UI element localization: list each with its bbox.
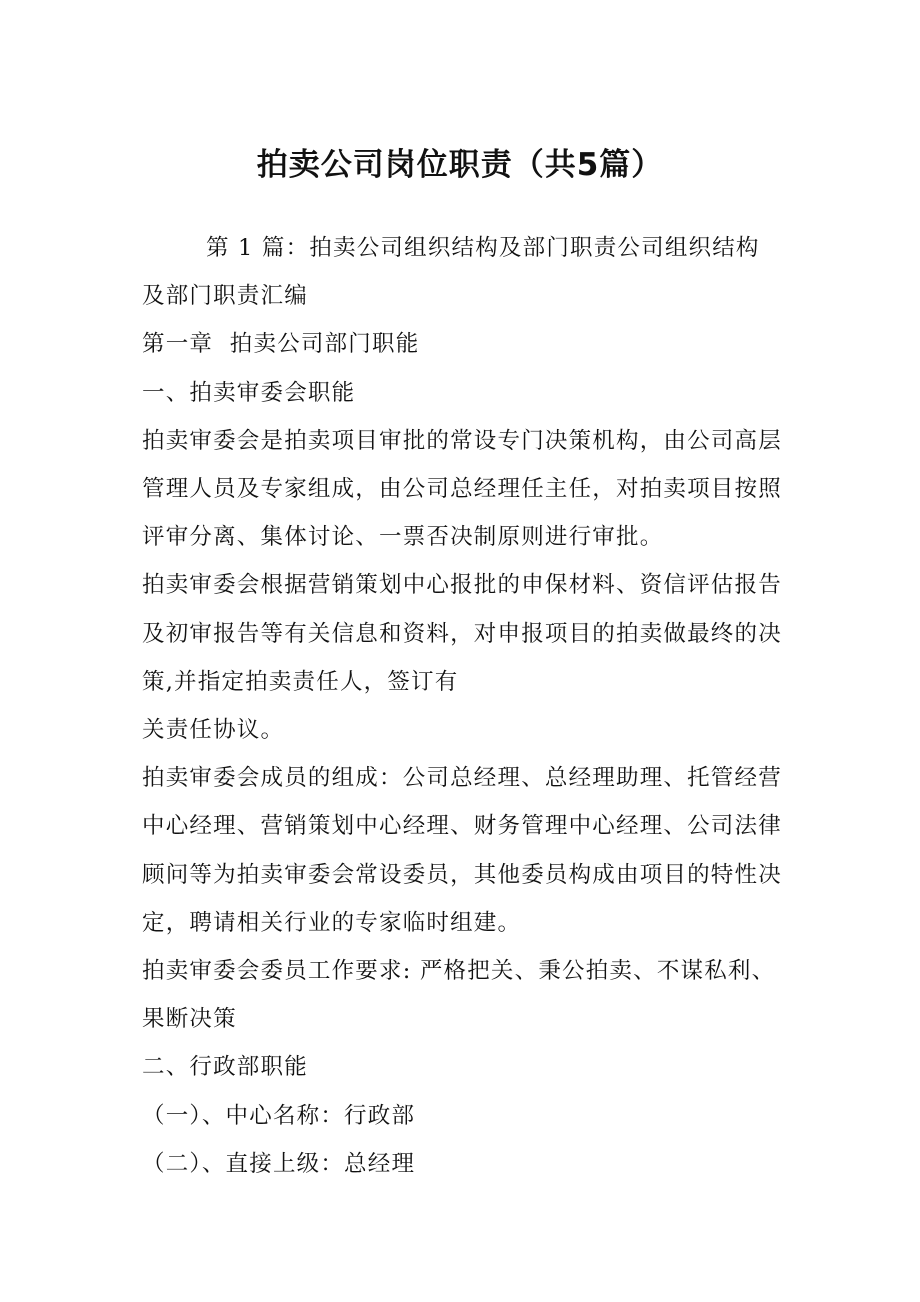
section-heading: 二、行政部职能 bbox=[142, 1054, 308, 1081]
section-heading: 一、拍卖审委会职能 bbox=[142, 379, 356, 406]
document-body bbox=[142, 224, 782, 1188]
chapter-title: 第一章 拍卖公司部门职能 bbox=[142, 331, 420, 358]
body-paragraph: 关责任协议。 bbox=[142, 717, 285, 744]
document-title: 拍卖公司岗位职责（共5篇） bbox=[256, 147, 664, 183]
body-paragraph: 拍卖审委会委员工作要求: 严格把关、秉公拍卖、不谋私利、果断决策 bbox=[142, 958, 776, 1033]
body-paragraph: 拍卖审委会是拍卖项目审批的常设专门决策机构，由公司高层管理人员及专家组成，由公司总经理任主任，对拍卖项目按照评审分离、集体讨论、一票否决制原则进行审批。 bbox=[142, 427, 782, 551]
list-item: （一）、中心名称：行政部 bbox=[142, 1102, 416, 1129]
list-item: （二）、直接上级：总经理 bbox=[142, 1150, 416, 1177]
chapter-heading-paragraph: 第 1 篇：拍卖公司组织结构及部门职责公司组织结构及部门职责汇编 bbox=[142, 235, 760, 310]
body-paragraph: 拍卖审委会成员的组成：公司总经理、总经理助理、托管经营中心经理、营销策划中心经理、财务管理中心经理、公司法律顾问等为拍卖审委会常设委员，其他委员构成由项目的特性决定，聘请相关行业的专家临时组建。 bbox=[142, 765, 782, 936]
body-paragraph: 拍卖审委会根据营销策划中心报批的申保材料、资信评估报告及初审报告等有关信息和资料，对申报项目的拍卖做最终的决策,并指定拍卖责任人，签订有 bbox=[142, 572, 782, 695]
